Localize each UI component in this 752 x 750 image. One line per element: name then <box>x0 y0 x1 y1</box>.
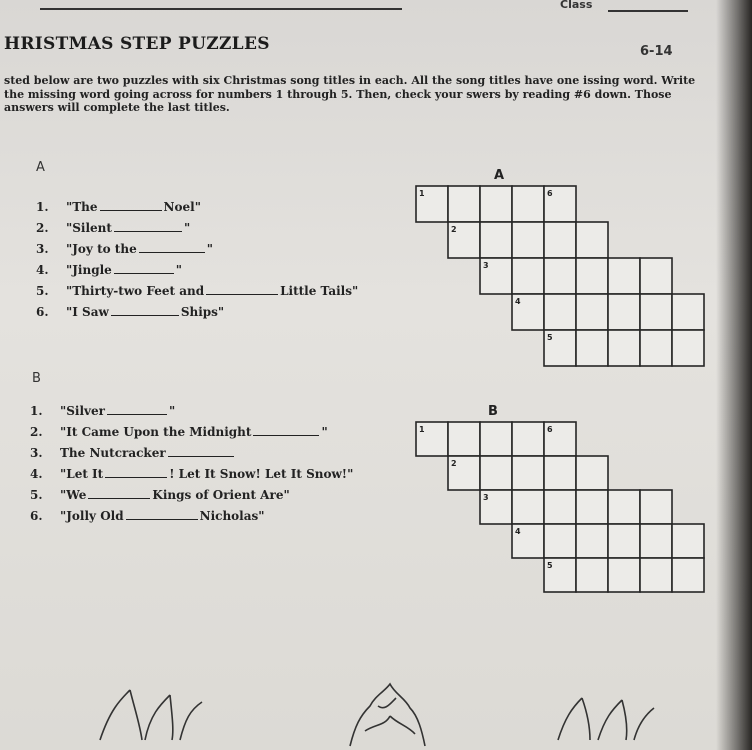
grid-cell[interactable] <box>608 558 640 592</box>
clue-text-after: Nicholas" <box>199 509 265 523</box>
cell-number: 6 <box>547 189 553 198</box>
section-a-label: A <box>36 160 45 175</box>
cell-number: 1 <box>419 189 425 198</box>
clue-text-before: "Jingle <box>66 263 112 277</box>
page-code: 6-14 <box>640 44 673 59</box>
clue-number: 3. <box>30 446 43 460</box>
cell-number: 5 <box>547 333 553 342</box>
grid-cell[interactable] <box>608 524 640 558</box>
clue-number: 1. <box>30 404 43 418</box>
cell-number: 3 <box>483 493 489 502</box>
cell-number: 2 <box>451 225 457 234</box>
page-title: HRISTMAS STEP PUZZLES <box>4 34 270 54</box>
clue-text-after: " <box>206 242 213 256</box>
grid-cell[interactable] <box>576 490 608 524</box>
clue-text-after: " <box>175 263 183 277</box>
clue-text-before: "We <box>60 488 87 502</box>
clue-number: 2. <box>36 221 49 235</box>
grid-cell[interactable] <box>544 456 576 490</box>
clue-text-before: "Silver <box>60 404 105 418</box>
grid-cell[interactable] <box>576 456 608 490</box>
grid-cell[interactable] <box>544 524 576 558</box>
cell-number: 4 <box>515 297 521 306</box>
clue-text-after: Kings of Orient Are" <box>152 488 290 502</box>
clue-number: 5. <box>36 284 49 298</box>
clue-text-before: "Thirty-two Feet and <box>66 284 205 298</box>
cell-number: 6 <box>547 425 553 434</box>
grid-cell[interactable] <box>640 524 672 558</box>
clue-number: 3. <box>36 242 49 256</box>
grid-cell[interactable] <box>672 558 704 592</box>
cell-number: 3 <box>483 261 489 270</box>
cell-number: 1 <box>419 425 425 434</box>
clue-text-after: ! Let It Snow! Let It Snow!" <box>169 467 354 481</box>
grid-cell[interactable] <box>512 422 544 456</box>
clue-text-before: "Jolly Old <box>60 509 124 523</box>
grid-cell[interactable] <box>512 456 544 490</box>
cell-number: 4 <box>515 527 521 536</box>
clue-text-after: " <box>168 404 176 418</box>
plant-drawing-center <box>330 676 440 750</box>
clue-number: 5. <box>30 488 43 502</box>
section-b-label: B <box>32 371 41 386</box>
grid-cell[interactable] <box>512 490 544 524</box>
clue-number: 4. <box>36 263 49 277</box>
clue-number: 6. <box>30 509 43 523</box>
clue-text-after: Little Tails" <box>280 284 359 298</box>
class-label: Class <box>560 0 593 11</box>
photo-edge-shadow <box>716 0 752 750</box>
grid-cell[interactable] <box>640 490 672 524</box>
cell-number: 5 <box>547 561 553 570</box>
grid-cell[interactable] <box>480 456 512 490</box>
clue-text-before: "I Saw <box>66 305 109 319</box>
grid-cell[interactable] <box>480 422 512 456</box>
clue-text-before: "It Came Upon the Midnight <box>60 425 252 439</box>
grid-cell[interactable] <box>448 422 480 456</box>
plant-drawing-right <box>550 680 660 750</box>
grid-cell[interactable] <box>640 558 672 592</box>
clue-text-before: "Silent <box>66 221 112 235</box>
grid-cell[interactable] <box>544 490 576 524</box>
clue-number: 4. <box>30 467 43 481</box>
cell-number: 2 <box>451 459 457 468</box>
clue-text-after: Noel" <box>163 200 201 214</box>
clue-number: 1. <box>36 200 49 214</box>
plant-drawing-left <box>90 680 210 750</box>
clue-text-after: Ships" <box>180 305 225 319</box>
clue-text-after: " <box>321 425 328 439</box>
clue-text-before: "Joy to the <box>66 242 137 256</box>
clue-text-after: " <box>183 221 191 235</box>
grid-cell[interactable] <box>672 524 704 558</box>
clue-text-before: "Let It <box>60 467 104 481</box>
grid-a-label: A <box>494 168 505 183</box>
grid-cell[interactable] <box>576 524 608 558</box>
grid-cell[interactable] <box>608 490 640 524</box>
clue-number: 6. <box>36 305 49 319</box>
clue-number: 2. <box>30 425 43 439</box>
instructions: sted below are two puzzles with six Christmas song titles in each. All the song titles have one issing word. Write the missing word going across for numbers 1 through 5. Then, check your swers by reading #6 down. Those answers will complete the last titles. <box>4 74 696 114</box>
grid-b-label: B <box>488 404 498 419</box>
clue-text-before: "The <box>66 200 98 214</box>
clue-text-before: The Nutcracker <box>60 446 166 460</box>
grid-cell[interactable] <box>576 558 608 592</box>
